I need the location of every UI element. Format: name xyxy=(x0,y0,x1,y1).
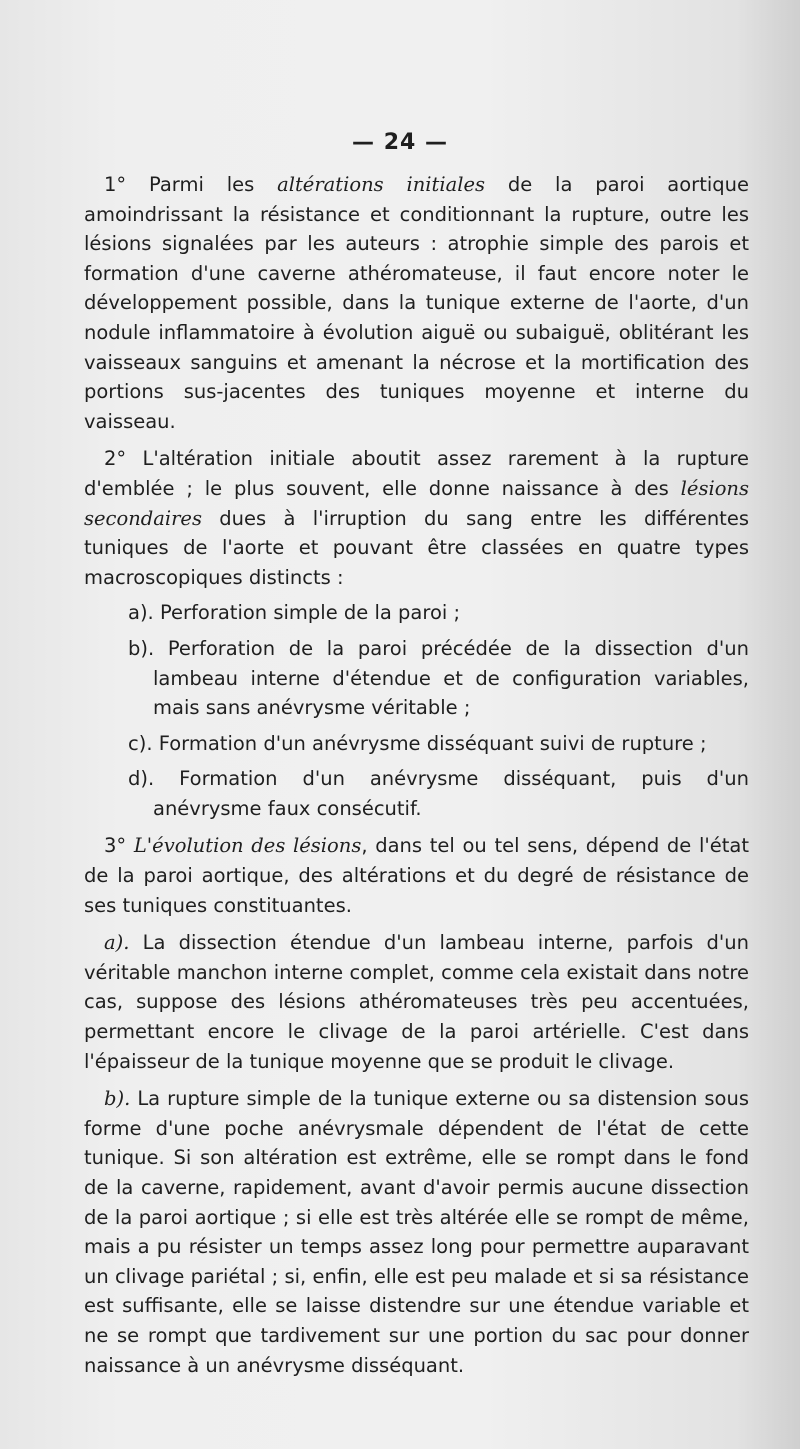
paragraph-3 xyxy=(84,831,749,920)
paragraph-4-text: La dissection étendue d'un lambeau interne, parfois d'un véritable manchon interne complet, comme cela existait dans notre cas, suppose des lésions athéromateuses très peu accentuées, permettant encore le clivage de la paroi artérielle. C'est dans l'épaisseur de la tunique moyenne que se produit le clivage. xyxy=(84,931,749,1073)
paragraph-3-text: , dans tel ou tel sens, dépend de l'état de la paroi aortique, des altérations et du degré de résistance de ses tuniques constituantes. xyxy=(84,834,750,917)
list-item-a: a). Perforation simple de la paroi ; xyxy=(128,601,461,625)
list-item-d: d). Formation d'un anévrysme disséquant, puis d'un anévrysme faux consécutif. xyxy=(128,767,749,820)
paragraph-1-text: de la paroi aortique amoindrissant la résistance et conditionnant la rupture, outre les lésions signalées par les auteurs : atrophie simple des parois et formation d'une caverne athéromateuse, il faut encore noter le développement possible, dans la tunique externe de l'aorte, d'un nodule inflammatoire à évolution aiguë ou subaiguë, oblitérant les vaisseaux sanguins et amenant la nécrose et la mortification des portions sus-jacentes des tuniques moyenne et interne du vaisseau. xyxy=(84,173,749,433)
paragraph-2 xyxy=(84,444,749,592)
paragraph-1-lead: 1° Parmi les xyxy=(104,173,278,196)
paragraph-1-emphasis: altérations initiales xyxy=(277,173,486,196)
paragraph-1 xyxy=(84,170,749,436)
page-number: — 24 — xyxy=(352,130,448,155)
list-item-b: b). Perforation de la paroi précédée de la dissection d'un lambeau interne d'étendue et de configuration variables, mais sans anévrysme véritable ; xyxy=(128,636,749,720)
paragraph-3-lead: 3° xyxy=(104,834,134,858)
paragraph-3-emphasis: L'évolution des lésions xyxy=(133,834,362,858)
paragraph-2-text: dues à l'irruption du sang entre les différentes tuniques de l'aorte et pouvant être classées en quatre types macroscopiques distincts : xyxy=(84,506,749,589)
paragraph-2-lead: 2° L'altération initiale aboutit assez rarement à la rupture d'emblée ; le plus souvent, elle donne naissance à des xyxy=(84,447,749,500)
list-item-c: c). Formation d'un anévrysme disséquant suivi de rupture ; xyxy=(128,731,707,755)
paragraph-5-text: La rupture simple de la tunique externe ou sa distension sous forme d'une poche anévrysmale dépendent de l'état de cette tunique. Si son altération est extrême, elle se rompt dans le fond de la caverne, rapidement, avant d'avoir permis aucune dissection de la paroi aortique ; si elle est très altérée elle se rompt de même, mais a pu résister un temps assez long pour permettre auparavant un clivage pariétal ; si, enfin, elle est peu malade et si sa résistance est suffisante, elle se laisse distendre sur une étendue variable et ne se rompt que tardivement sur une portion du sac pour donner naissance à un anévrysme disséquant. xyxy=(84,1087,749,1377)
page-body xyxy=(84,170,749,1380)
paragraph-4 xyxy=(84,928,749,1076)
paragraph-5-marker: b). xyxy=(104,1087,131,1111)
paragraph-4-marker: a). xyxy=(104,931,130,955)
paragraph-2-emphasis: lésions secondaires xyxy=(84,476,749,530)
paragraph-5 xyxy=(84,1084,749,1380)
